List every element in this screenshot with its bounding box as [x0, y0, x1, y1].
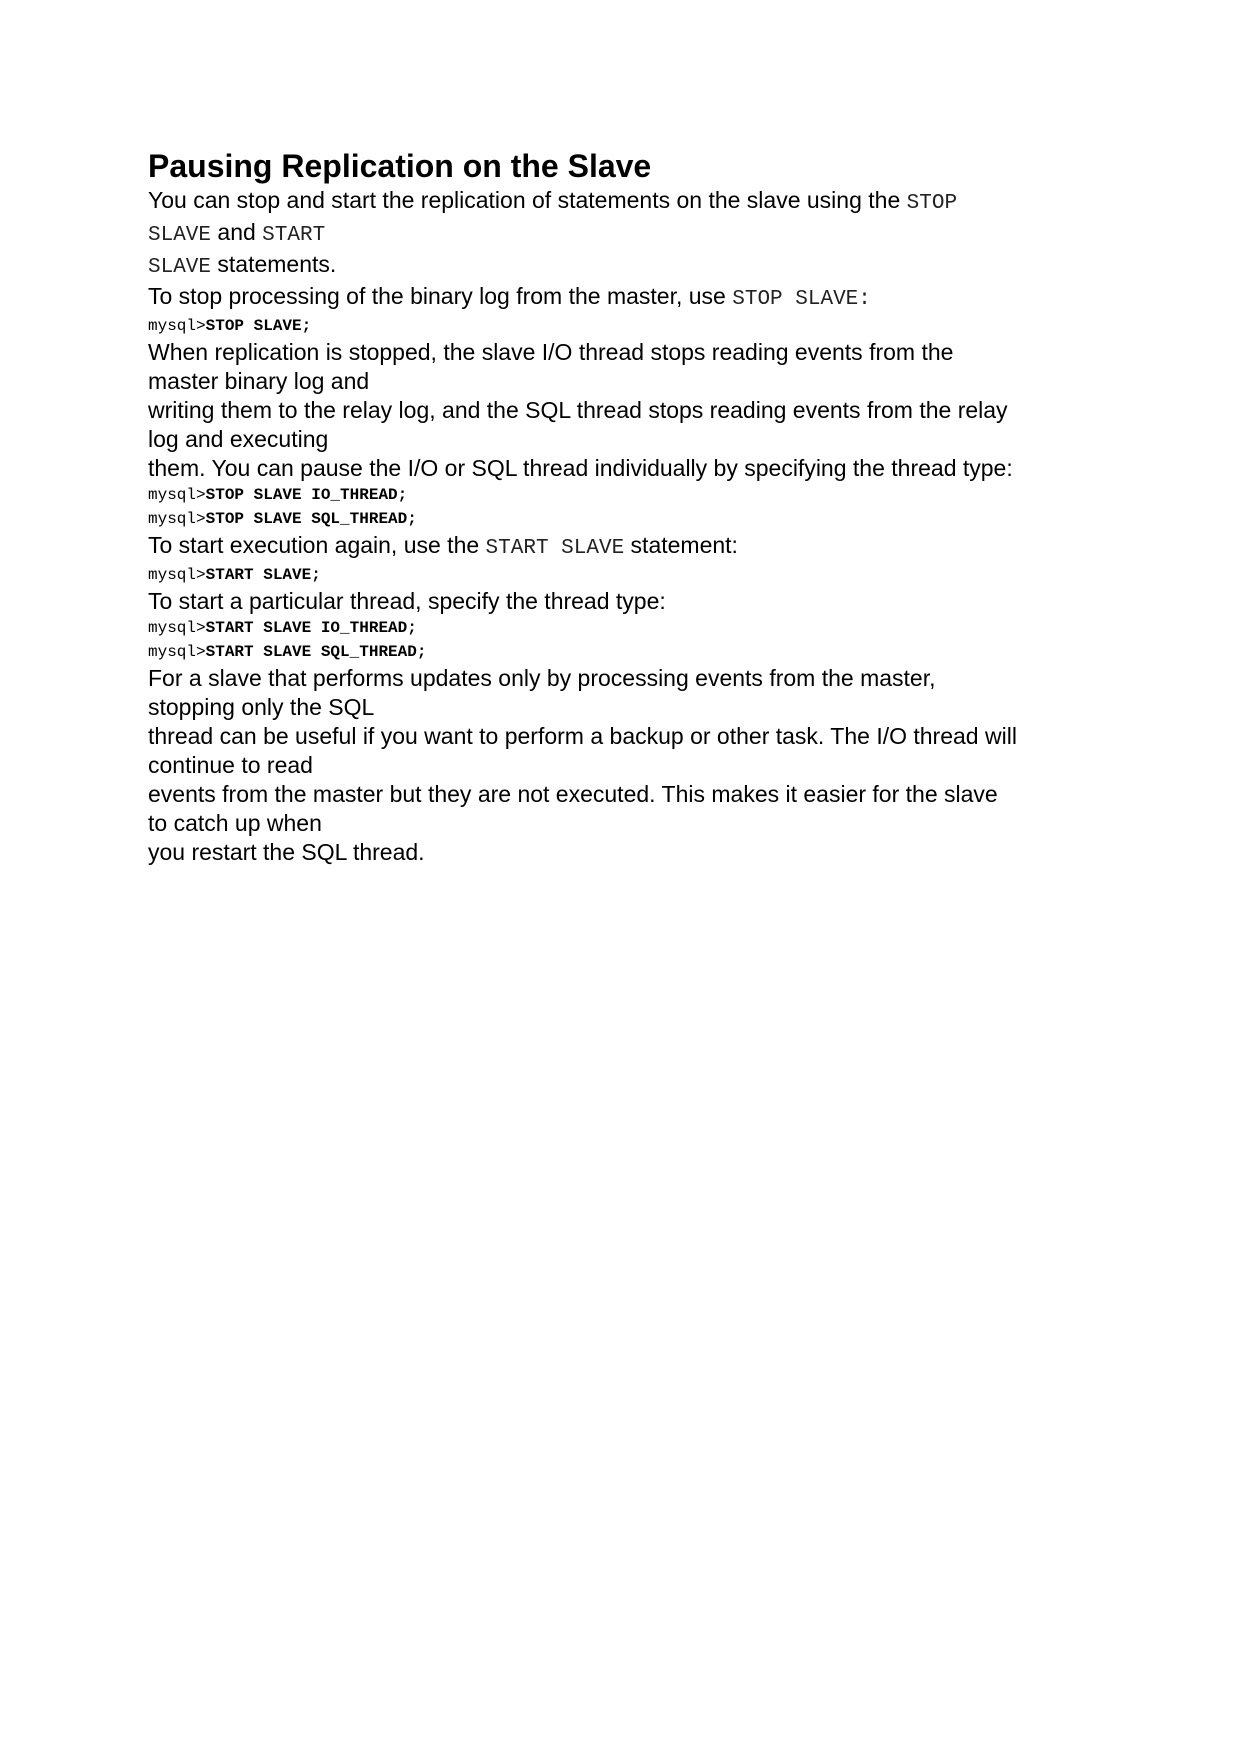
paragraph-text: statements.: [211, 251, 337, 277]
paragraph-line: [148, 250, 1108, 282]
code-prompt: mysql>: [148, 566, 206, 584]
code-command: [148, 507, 1108, 531]
paragraph-line: master binary log and: [148, 368, 370, 394]
inline-code: START: [262, 224, 326, 247]
code-prompt: mysql>: [148, 619, 206, 637]
paragraph-line: When replication is stopped, the slave I/O thread stops reading events from the: [148, 339, 954, 365]
inline-code: SLAVE: [148, 256, 212, 279]
paragraph-line: them. You can pause the I/O or SQL thread individually by specifying the thread type:: [148, 455, 1013, 481]
paragraph-line: For a slave that performs updates only by processing events from the master,: [148, 665, 936, 691]
inline-code: SLAVE: [148, 224, 212, 247]
code-command: [148, 483, 1108, 507]
paragraph-line: events from the master but they are not executed. This makes it easier for the slave: [148, 781, 998, 807]
paragraph-line: [148, 531, 1108, 563]
page-title: Pausing Replication on the Slave: [148, 148, 652, 184]
paragraph-text: and: [211, 219, 263, 245]
code-prompt: mysql>: [148, 510, 206, 528]
inline-code: START SLAVE: [485, 537, 625, 560]
paragraph-text: To stop processing of the binary log from the master, use: [148, 283, 733, 309]
code-command: [148, 640, 1108, 664]
code-statement: STOP SLAVE;: [205, 317, 312, 335]
paragraph-line: writing them to the relay log, and the SQL thread stops reading events from the relay: [148, 397, 1008, 423]
inline-code: STOP: [906, 192, 958, 215]
paragraph-line: continue to read: [148, 752, 313, 778]
code-statement: STOP SLAVE IO_THREAD;: [205, 486, 408, 504]
code-prompt: mysql>: [148, 486, 206, 504]
paragraph-text: statement:: [624, 532, 738, 558]
code-command: [148, 616, 1108, 640]
code-command: [148, 563, 1108, 587]
paragraph-line: you restart the SQL thread.: [148, 839, 425, 865]
code-statement: START SLAVE;: [205, 566, 321, 584]
paragraph-line: thread can be useful if you want to perform a backup or other task. The I/O thread will: [148, 723, 1017, 749]
code-statement: START SLAVE IO_THREAD;: [205, 619, 417, 637]
paragraph-line: To start a particular thread, specify the thread type:: [148, 588, 666, 614]
paragraph-text: To start execution again, use the: [148, 532, 486, 558]
inline-code: STOP SLAVE:: [732, 288, 871, 311]
code-command: [148, 314, 1108, 338]
paragraph-line: [148, 218, 1108, 250]
paragraph-line: stopping only the SQL: [148, 694, 375, 720]
paragraph-line: to catch up when: [148, 810, 322, 836]
code-statement: START SLAVE SQL_THREAD;: [205, 643, 427, 661]
paragraph-text: You can stop and start the replication of statements on the slave using the: [148, 187, 907, 213]
code-statement: STOP SLAVE SQL_THREAD;: [205, 510, 417, 528]
paragraph-line: [148, 186, 1108, 218]
document-page: [148, 148, 1108, 867]
paragraph-line: log and executing: [148, 426, 329, 452]
code-prompt: mysql>: [148, 317, 206, 335]
code-prompt: mysql>: [148, 643, 206, 661]
paragraph-line: [148, 282, 1108, 314]
